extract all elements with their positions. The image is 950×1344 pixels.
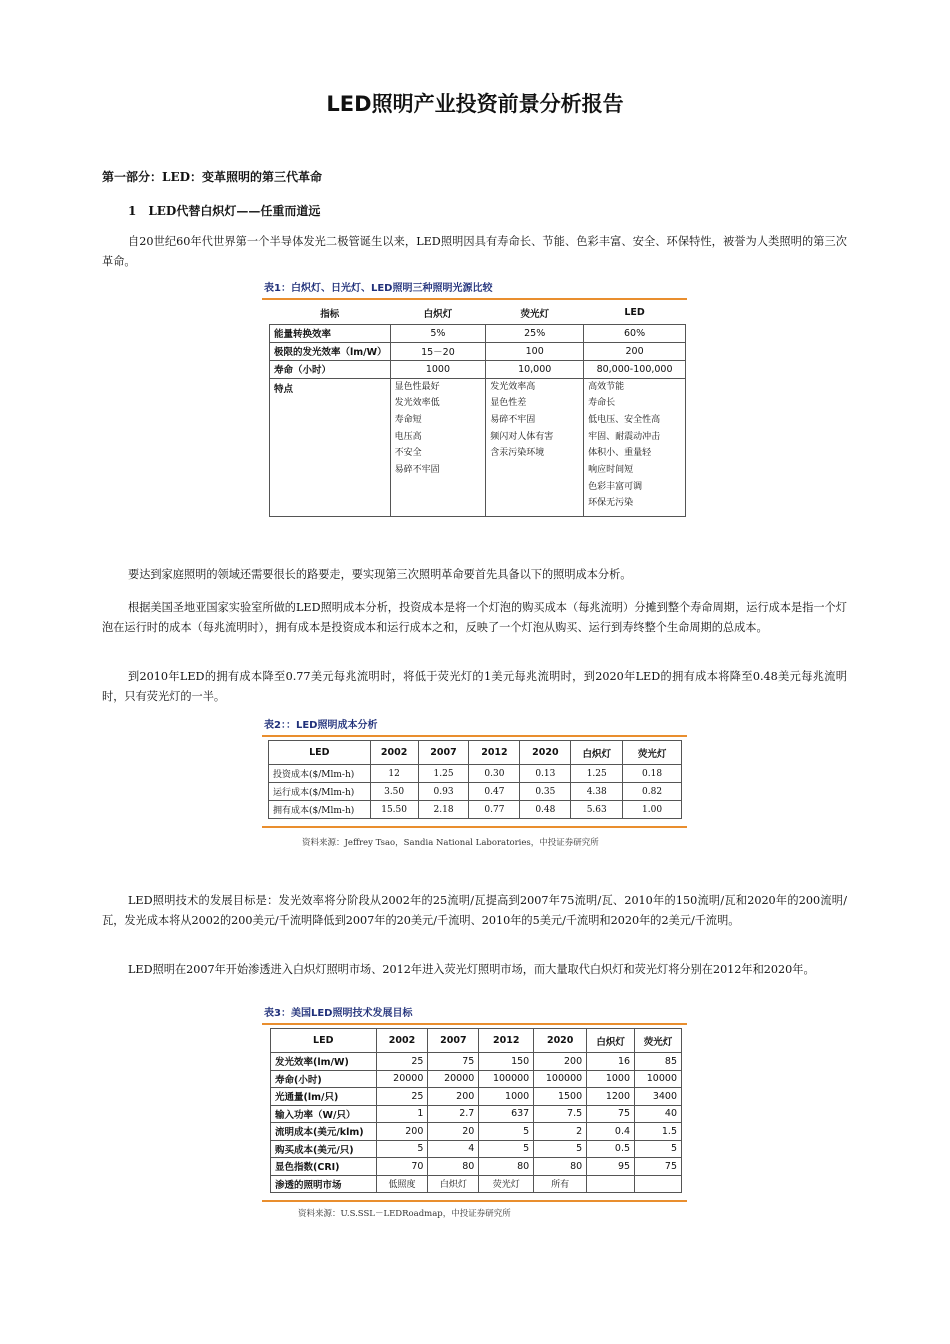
paragraph-market-penetration: LED照明在2007年开始渗透进入白炽灯照明市场、2012年进入荧光灯照明市场，而大量取代白炽灯和荧光灯将分别在2012年和2020年。 [128, 963, 815, 976]
table-cell: 0.13 [520, 765, 571, 783]
table1-caption-bar [262, 280, 687, 300]
table-cell: 25 [376, 1088, 428, 1106]
table-cell: 0.82 [623, 783, 682, 801]
table2-header-row [269, 741, 682, 765]
table-cell: 100 [486, 342, 584, 360]
table3-caption-bar [262, 1005, 687, 1025]
table-cell: 0.18 [623, 765, 682, 783]
table-row-label: 显色指数(CRI) [271, 1158, 377, 1176]
table-cell [635, 1175, 682, 1193]
feature-item: 电压高 [394, 431, 422, 442]
subsection-heading: 1 LED代替白炽灯——任重而道远 [128, 204, 321, 218]
table-cell: 荧光灯 [479, 1175, 534, 1193]
table-cell: 200 [584, 342, 686, 360]
paragraph-cost-intro: 要达到家庭照明的领域还需要很长的路要走，要实现第三次照明革命要首先具备以下的照明成本分析。 [128, 568, 632, 581]
table-cell: 80 [479, 1158, 534, 1176]
table-cell: 白炽灯 [428, 1175, 479, 1193]
table-cell: 0.4 [587, 1123, 635, 1141]
table-cell: 0.47 [469, 783, 520, 801]
table-cell: 2.7 [428, 1105, 479, 1123]
table-cell: 12 [370, 765, 418, 783]
table3-header-cell: 2020 [534, 1029, 587, 1053]
table-row-label: 寿命(小时) [271, 1070, 377, 1088]
table-cell: 2 [534, 1123, 587, 1141]
table-row [271, 1053, 682, 1071]
table-cell: 5.63 [571, 801, 623, 819]
table3-source: 资料来源：U.S.SSL－LEDRoadmap，中投证券研究所 [298, 1209, 511, 1219]
table-row-label: 寿命（小时） [270, 360, 391, 378]
table3-caption: 表3：美国LED照明技术发展目标 [262, 1005, 687, 1025]
table-row [271, 1158, 682, 1176]
table3-header-cell: 2012 [479, 1029, 534, 1053]
features-fluorescent [486, 378, 584, 516]
table-cell: 10000 [635, 1070, 682, 1088]
feature-item: 低电压、安全性高 [588, 414, 661, 425]
table-row-label: 输入功率（W/只） [271, 1105, 377, 1123]
table-row [269, 783, 682, 801]
table-row-label: 特点 [270, 378, 391, 516]
table-cell: 70 [376, 1158, 428, 1176]
table-cell [587, 1175, 635, 1193]
table-row [271, 1123, 682, 1141]
feature-item: 易碎不牢固 [394, 464, 440, 475]
table-cell: 低照度 [376, 1175, 428, 1193]
feature-item: 高效节能 [588, 381, 625, 392]
table-cell: 25% [486, 324, 584, 342]
table1-header-cell: 白炽灯 [390, 302, 486, 324]
table-row [269, 801, 682, 819]
table-row [271, 1088, 682, 1106]
feature-item: 易碎不牢固 [490, 414, 536, 425]
feature-item: 显色性最好 [394, 381, 440, 392]
table2-header-cell: 2002 [370, 741, 418, 765]
table-row-label: 渗透的照明市场 [271, 1175, 377, 1193]
table-cell: 2.18 [418, 801, 469, 819]
table2-caption: 表2：：LED照明成本分析 [262, 717, 687, 737]
table1-header-cell: 指标 [270, 302, 391, 324]
table-cell: 1200 [587, 1088, 635, 1106]
table3-header-cell: 2002 [376, 1029, 428, 1053]
table-cell: 16 [587, 1053, 635, 1071]
table3-header-row [271, 1029, 682, 1053]
table-cell: 80 [534, 1158, 587, 1176]
table-cell: 5 [534, 1140, 587, 1158]
table-cell: 1.25 [571, 765, 623, 783]
table-cell: 3.50 [370, 783, 418, 801]
table-cell: 4.38 [571, 783, 623, 801]
paragraph-cost-method: 根据美国圣地亚国家实验室所做的LED照明成本分析，投资成本是将一个灯泡的购买成本（每兆流明）分摊到整个寿命周期，运行成本是指一个灯泡在运行时的成本（每兆流明时），拥有成本是投资成本和运行成本之和，反映了一个灯泡从购买、运行到寿终整个生命周期的总成本。 [102, 601, 847, 634]
table2-header-cell: 2012 [469, 741, 520, 765]
table-cell: 7.5 [534, 1105, 587, 1123]
table-cell: 1.00 [623, 801, 682, 819]
table-cell: 25 [376, 1053, 428, 1071]
table-row-label: 拥有成本($/Mlm-h) [269, 801, 371, 819]
feature-item: 发光效率高 [490, 381, 536, 392]
feature-item: 显色性差 [490, 398, 527, 409]
table-cell: 0.93 [418, 783, 469, 801]
table-row-label: 流明成本(美元/klm) [271, 1123, 377, 1141]
table2-header-cell: 荧光灯 [623, 741, 682, 765]
table-cell: 5 [376, 1140, 428, 1158]
table-cell: 40 [635, 1105, 682, 1123]
table-cell: 637 [479, 1105, 534, 1123]
table-row-label: 购买成本(美元/只) [271, 1140, 377, 1158]
table3-header-cell: 2007 [428, 1029, 479, 1053]
table-cell: 5 [479, 1140, 534, 1158]
table2-header-cell: LED [269, 741, 371, 765]
feature-item: 色彩丰富可调 [588, 481, 643, 492]
table-row-label: 极限的发光效率（lm/W） [270, 342, 391, 360]
table-row-label: 投资成本($/Mlm-h) [269, 765, 371, 783]
table1 [269, 302, 686, 517]
paragraph-intro: 自20世纪60年代世界第一个半导体发光二极管诞生以来，LED照明因具有寿命长、节能、色彩丰富、安全、环保特性，被誉为人类照明的第三次革命。 [102, 235, 847, 268]
table-cell: 5% [390, 324, 486, 342]
table-cell: 1 [376, 1105, 428, 1123]
table-row-label: 运行成本($/Mlm-h) [269, 783, 371, 801]
feature-item: 发光效率低 [394, 398, 440, 409]
table-cell: 75 [428, 1053, 479, 1071]
table-cell: 20 [428, 1123, 479, 1141]
table-cell: 0.48 [520, 801, 571, 819]
table-cell: 85 [635, 1053, 682, 1071]
table3-header-cell: 白炽灯 [587, 1029, 635, 1053]
table-cell: 75 [587, 1105, 635, 1123]
table-cell: 0.77 [469, 801, 520, 819]
feature-item: 牢固、耐震动冲击 [588, 431, 661, 442]
table-cell: 0.35 [520, 783, 571, 801]
features-incandescent [390, 378, 486, 516]
table-cell: 200 [534, 1053, 587, 1071]
table-cell: 80,000-100,000 [584, 360, 686, 378]
table3-header-cell: 荧光灯 [635, 1029, 682, 1053]
table-cell: 10,000 [486, 360, 584, 378]
table3-header-cell: LED [271, 1029, 377, 1053]
table-cell: 1000 [587, 1070, 635, 1088]
table-cell: 60% [584, 324, 686, 342]
feature-item: 频闪对人体有害 [490, 431, 554, 442]
table-row [270, 342, 686, 360]
table-cell: 75 [635, 1158, 682, 1176]
table-row-label: 发光效率(lm/W) [271, 1053, 377, 1071]
table-cell: 95 [587, 1158, 635, 1176]
table-cell: 150 [479, 1053, 534, 1071]
feature-item: 不安全 [394, 448, 422, 459]
table-cell: 1.5 [635, 1123, 682, 1141]
table-row [271, 1105, 682, 1123]
table-cell: 1500 [534, 1088, 587, 1106]
feature-item: 响应时间短 [588, 464, 634, 475]
section-heading: 第一部分：LED：变革照明的第三代革命 [102, 170, 322, 184]
table1-header-cell: LED [584, 302, 686, 324]
paragraph-cost-forecast: 到2010年LED的拥有成本降至0.77美元每兆流明时，将低于荧光灯的1美元每兆流明时，到2020年LED的拥有成本将降至0.48美元每兆流明时，只有荧光灯的一半。 [102, 670, 847, 703]
table-cell: 100000 [479, 1070, 534, 1088]
table-cell: 1000 [390, 360, 486, 378]
table2-header-cell: 2020 [520, 741, 571, 765]
table-row [270, 324, 686, 342]
table1-header-row [270, 302, 686, 324]
table3 [270, 1028, 682, 1193]
table-cell: 200 [376, 1123, 428, 1141]
table-cell: 100000 [534, 1070, 587, 1088]
table-row [270, 360, 686, 378]
table-cell: 20000 [428, 1070, 479, 1088]
table-cell: 80 [428, 1158, 479, 1176]
table2-source: 资料来源：Jeffrey Tsao，Sandia National Laboratories，中投证券研究所 [302, 838, 599, 848]
table-row-label: 能量转换效率 [270, 324, 391, 342]
table-cell: 3400 [635, 1088, 682, 1106]
table-cell: 0.5 [587, 1140, 635, 1158]
table-cell: 所有 [534, 1175, 587, 1193]
table-cell: 1.25 [418, 765, 469, 783]
feature-item: 环保无污染 [588, 498, 634, 509]
table-cell: 15.50 [370, 801, 418, 819]
feature-item: 含汞污染环境 [490, 448, 545, 459]
table2 [268, 740, 682, 819]
table1-caption: 表1：白炽灯、日光灯、LED照明三种照明光源比较 [262, 280, 687, 300]
table-cell: 5 [635, 1140, 682, 1158]
table2-bottom-rule [262, 826, 687, 828]
table-cell: 1000 [479, 1088, 534, 1106]
table-row [271, 1070, 682, 1088]
table-row [271, 1175, 682, 1193]
table-cell: 4 [428, 1140, 479, 1158]
table-cell: 15－20 [390, 342, 486, 360]
table-row-label: 光通量(lm/只) [271, 1088, 377, 1106]
document-title: LED照明产业投资前景分析报告 [326, 92, 624, 116]
paragraph-tech-goals: LED照明技术的发展目标是：发光效率将分阶段从2002年的25流明/瓦提高到2007年75流明/瓦、2010年的150流明/瓦和2020年的200流明/瓦，发光成本将从2002的200美元/千流明降低到2007年的20美元/千流明、2010年的5美元/千流明和2020年的2美元/千流明。 [102, 894, 847, 927]
features-led [584, 378, 686, 516]
table2-caption-bar [262, 717, 687, 737]
table1-header-cell: 荧光灯 [486, 302, 584, 324]
table-cell: 200 [428, 1088, 479, 1106]
table-cell: 5 [479, 1123, 534, 1141]
feature-item: 寿命长 [588, 398, 616, 409]
table-cell: 0.30 [469, 765, 520, 783]
feature-item: 体积小、重量轻 [588, 448, 652, 459]
table1-features-row [270, 378, 686, 516]
table-row [271, 1140, 682, 1158]
feature-item: 寿命短 [394, 414, 422, 425]
table-cell: 20000 [376, 1070, 428, 1088]
table3-bottom-rule [262, 1200, 687, 1202]
table2-header-cell: 2007 [418, 741, 469, 765]
table-row [269, 765, 682, 783]
table2-header-cell: 白炽灯 [571, 741, 623, 765]
